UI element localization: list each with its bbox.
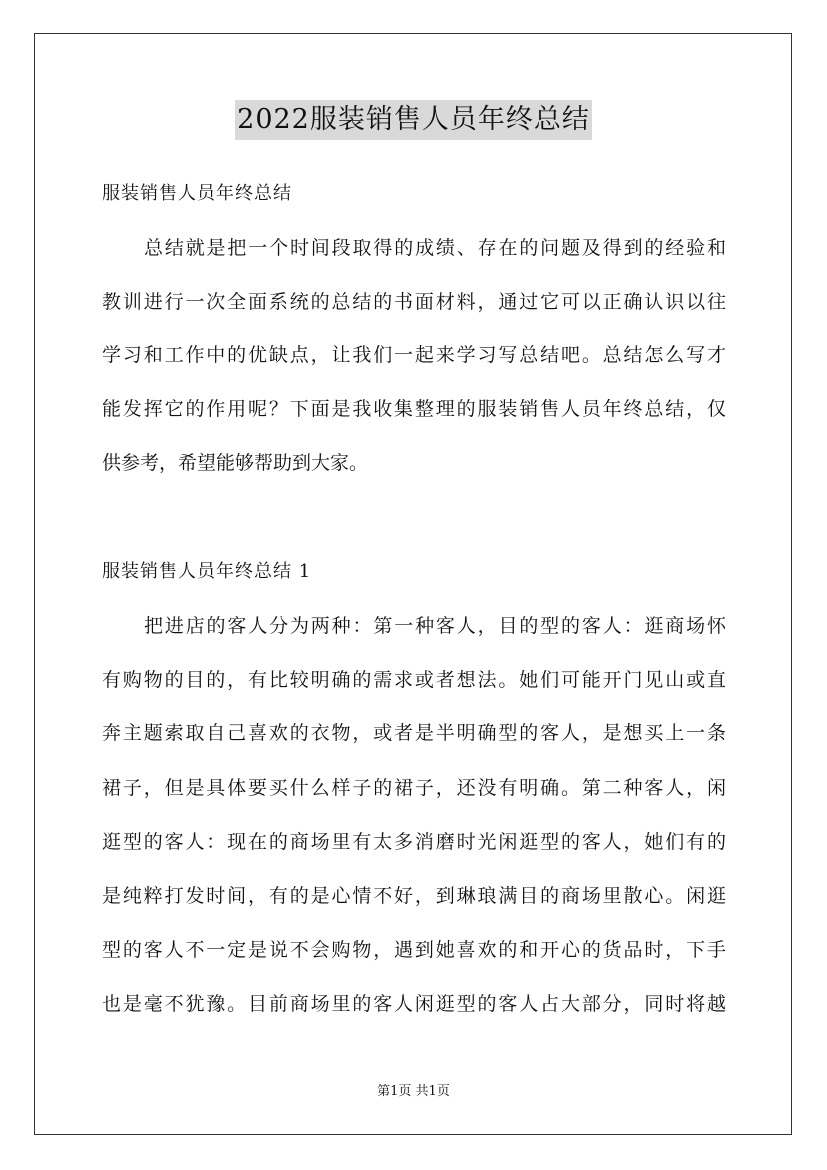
paragraph-line: 供参考，希望能够帮助到大家。 — [102, 452, 369, 474]
paragraph-line: 把进店的客人分为两种：第一种客人，目的型的客人：逛商场怀 — [144, 615, 726, 637]
page-number-label: 第1页 共1页 — [377, 1084, 450, 1099]
title-container — [0, 100, 827, 140]
paragraph-line: 教训进行一次全面系统的总结的书面材料，通过它可以正确认识以往 — [102, 291, 726, 313]
paragraph-line: 是纯粹打发时间，有的是心情不好，到琳琅满目的商场里散心。闲逛 — [102, 885, 726, 907]
paragraph-line: 也是毫不犹豫。目前商场里的客人闲逛型的客人占大部分，同时将越 — [102, 993, 726, 1015]
paragraph-line: 能发挥它的作用呢？下面是我收集整理的服装销售人员年终总结，仅 — [102, 398, 726, 420]
section-heading: 服装销售人员年终总结 1 — [102, 561, 312, 582]
paragraph-line: 学习和工作中的优缺点，让我们一起来学习写总结吧。总结怎么写才 — [102, 344, 726, 366]
document-subtitle: 服装销售人员年终总结 — [102, 183, 292, 204]
paragraph-line: 有购物的目的，有比较明确的需求或者想法。她们可能开门见山或直 — [102, 669, 726, 691]
paragraph-line: 奔主题索取自己喜欢的衣物，或者是半明确型的客人，是想买上一条 — [102, 722, 726, 744]
paragraph-line: 总结就是把一个时间段取得的成绩、存在的问题及得到的经验和 — [144, 237, 726, 259]
document-title: 2022服装销售人员年终总结 — [235, 100, 592, 140]
paragraph-line: 裙子，但是具体要买什么样子的裙子，还没有明确。第二种客人，闲 — [102, 777, 726, 799]
paragraph-line: 逛型的客人：现在的商场里有太多消磨时光闲逛型的客人，她们有的 — [102, 831, 726, 853]
paragraph-line: 型的客人不一定是说不会购物，遇到她喜欢的和开心的货品时，下手 — [102, 939, 726, 961]
page-footer — [0, 1082, 827, 1102]
